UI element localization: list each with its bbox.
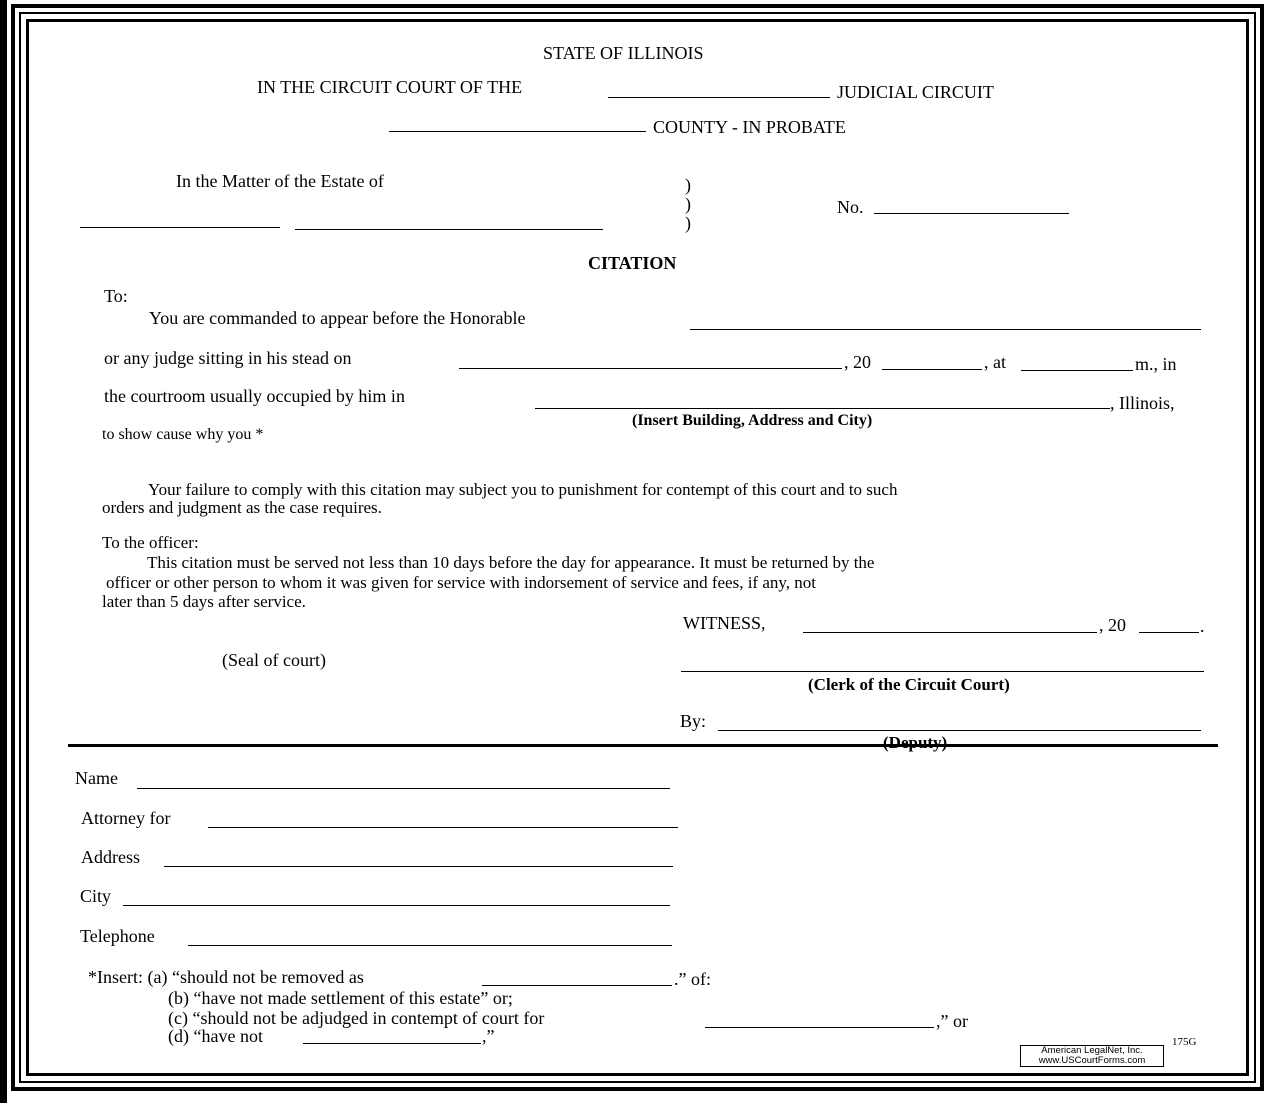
to-label: To: <box>104 286 128 306</box>
date-year-prefix: , 20 <box>844 352 871 372</box>
deputy-signature-line[interactable] <box>718 730 1201 731</box>
insert-c-prefix: (c) “should not be adjudged in contempt of court for <box>168 1008 545 1028</box>
appear-text: You are commanded to appear before the Honorable <box>149 308 526 328</box>
insert-d-prefix: (d) “have not <box>168 1026 263 1046</box>
circuit-number-field[interactable] <box>608 97 830 98</box>
courtroom-hint: (Insert Building, Address and City) <box>632 412 873 429</box>
citation-title: CITATION <box>588 253 677 273</box>
failure-line-1: Your failure to comply with this citation may subject you to punishment for contempt of this court and to such <box>148 480 898 499</box>
form-code: 175G <box>1172 1036 1197 1048</box>
witness-year-prefix: , 20 <box>1099 615 1126 635</box>
scan-edge <box>0 0 7 1103</box>
section-divider <box>68 744 1218 747</box>
seal-of-court: (Seal of court) <box>222 650 326 670</box>
insert-a-field[interactable] <box>482 985 672 986</box>
courtroom-location-field[interactable] <box>535 408 1110 409</box>
attorney-name-field[interactable] <box>137 788 670 789</box>
state-heading: STATE OF ILLINOIS <box>543 43 704 63</box>
insert-c-field[interactable] <box>705 1027 934 1028</box>
address-field[interactable] <box>164 866 673 867</box>
appearance-date-field[interactable] <box>459 368 842 369</box>
officer-line-3: later than 5 days after service. <box>102 592 306 611</box>
officer-line-2: officer or other person to whom it was given for service with indorsement of service and fees, if any, not <box>106 573 817 592</box>
at-label: , at <box>984 352 1006 372</box>
court-prefix: IN THE CIRCUIT COURT OF THE <box>257 77 523 97</box>
caption-paren-3: ) <box>685 213 691 233</box>
insert-c-suffix: ,” or <box>936 1011 968 1031</box>
insert-b: (b) “have not made settlement of this estate” or; <box>168 988 513 1008</box>
case-number-label: No. <box>837 197 864 217</box>
courtroom-text: the courtroom usually occupied by him in <box>104 386 405 406</box>
city-field[interactable] <box>123 905 670 906</box>
insert-d-suffix: ,” <box>482 1026 495 1046</box>
attorney-for-label: Attorney for <box>81 808 171 828</box>
appearance-time-field[interactable] <box>1021 370 1133 371</box>
name-label: Name <box>75 768 118 788</box>
caption-paren-2: ) <box>685 194 691 214</box>
time-suffix: m., in <box>1135 354 1177 374</box>
show-cause-text: to show cause why you * <box>102 426 264 443</box>
witness-date-field[interactable] <box>803 632 1097 633</box>
caption-paren-1: ) <box>685 175 691 195</box>
by-label: By: <box>680 711 707 731</box>
judge-text: or any judge sitting in his stead on <box>104 348 352 368</box>
attorney-for-field[interactable] <box>208 827 678 828</box>
witness-label: WITNESS, <box>683 613 766 633</box>
publisher-line-1: American LegalNet, Inc. <box>1041 1045 1143 1056</box>
witness-period: . <box>1200 616 1205 636</box>
insert-a-suffix: .” of: <box>674 969 711 989</box>
officer-line-1: This citation must be served not less than 10 days before the day for appearance. It must be returned by the <box>147 553 875 572</box>
estate-name-field-1[interactable] <box>80 227 280 228</box>
clerk-caption: (Clerk of the Circuit Court) <box>808 675 1010 694</box>
county-field[interactable] <box>389 131 646 132</box>
county-suffix: COUNTY - IN PROBATE <box>653 117 846 137</box>
estate-name-field-2[interactable] <box>295 229 603 230</box>
judge-name-field[interactable] <box>690 329 1201 330</box>
city-label: City <box>80 886 112 906</box>
court-suffix: JUDICIAL CIRCUIT <box>837 82 994 102</box>
matter-label: In the Matter of the Estate of <box>176 171 384 191</box>
failure-line-2: orders and judgment as the case requires. <box>102 498 382 517</box>
clerk-signature-line[interactable] <box>681 671 1204 672</box>
appearance-year-field[interactable] <box>882 369 982 370</box>
publisher-logo <box>1020 1045 1164 1067</box>
case-number-field[interactable] <box>874 213 1069 214</box>
deputy-caption: (Deputy) <box>883 733 948 752</box>
insert-a-prefix: *Insert: (a) “should not be removed as <box>88 967 364 987</box>
witness-year-field[interactable] <box>1139 632 1199 633</box>
illinois-suffix: , Illinois, <box>1110 393 1175 413</box>
address-label: Address <box>81 847 140 867</box>
insert-d-field[interactable] <box>303 1043 481 1044</box>
officer-label: To the officer: <box>102 533 199 552</box>
publisher-line-2: www.USCourtForms.com <box>1038 1055 1146 1066</box>
telephone-label: Telephone <box>80 926 155 946</box>
telephone-field[interactable] <box>188 945 672 946</box>
